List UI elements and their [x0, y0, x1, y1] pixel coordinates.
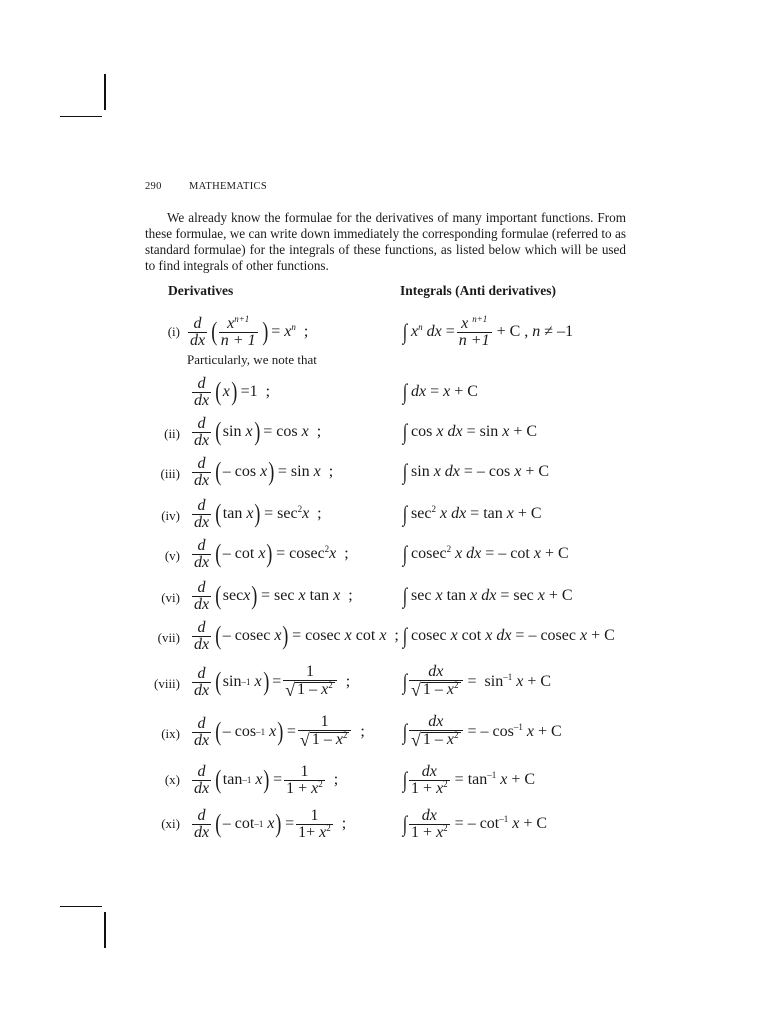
integral-formula: ∫ dx √ $1 - x^2$ = – $\cos^{-1} x + C$	[402, 713, 562, 750]
note-text: Particularly, we note that	[187, 352, 317, 367]
intro-paragraph	[145, 210, 626, 274]
row-number: (ix)	[161, 726, 180, 741]
integrals-heading: Integrals (Anti derivatives)	[400, 283, 556, 298]
derivatives-heading: Derivatives	[168, 283, 234, 298]
formula-row	[0, 494, 768, 534]
integral-formula: ∫ cosec x cot x dx = – cosec x + C	[402, 623, 615, 648]
formula-row	[0, 312, 768, 352]
row-number: (v)	[164, 548, 180, 563]
row-number: (vii)	[157, 630, 180, 645]
formula-row	[0, 804, 768, 844]
row-number: (iii)	[160, 466, 180, 481]
running-header	[145, 181, 267, 192]
row-number: (iv)	[161, 508, 180, 523]
intro-text: We already know the formulae for the derivatives of many important functions. From these formulae, we can write down immediately the corresponding formulae (referred to as standard formulae) for the integrals of these functions, as listed below which will be used to find integrals of other functions.	[145, 210, 626, 273]
derivative-formula: $\frac{d}{dx}$ ( sec x ) = sec x tan x ;	[194, 578, 353, 613]
formula-row	[0, 616, 768, 656]
row-number: (vi)	[161, 590, 180, 605]
integral-formula: ∫ cosec$^2$ x dx = – cot x + C	[402, 541, 569, 566]
row-number: (i)	[167, 324, 180, 339]
row-number: (viii)	[154, 676, 180, 691]
integral-formula: ∫ $\frac{dx}{1 + x^2}$ = $\tan^{-1} x + C$	[402, 762, 536, 797]
formula-row	[0, 576, 768, 616]
derivative-formula: $\frac{d}{dx}$ ( x ) =1 ;	[194, 374, 271, 409]
derivative-formula: $\frac{d}{dx}$ ( sin –1 x ) = 1 √ $1 - x^2$ ;	[194, 663, 351, 700]
integral-formula: ∫ $\frac{dx}{1 + x^2}$ = – $\cot^{-1} x + C$	[402, 806, 548, 841]
integral-formula: ∫ dx √ $1 - x^2$ = $\sin^{-1} x + C$	[402, 663, 552, 700]
integral-formula: ∫ dx = x + C	[402, 379, 478, 404]
row-number: (x)	[164, 772, 180, 787]
derivative-formula: $\frac{d}{dx}$ ( – cot –1 x ) = $\frac{1}{1+ x^2}$ ;	[194, 806, 347, 841]
crop-mark-top-vertical	[104, 74, 106, 110]
derivative-formula: $\frac{d}{dx}$ ( tan x ) = $\sec^2x$ ;	[194, 496, 322, 531]
derivative-formula: $\frac{d}{dx}$ ( – cos –1 x ) = 1 √ $1 - x^2$ ;	[194, 713, 365, 750]
derivative-formula: $\frac{d}{dx}$ ( – cot x ) = cosec$^2$x ;	[194, 536, 349, 571]
formula-row	[0, 452, 768, 492]
integral-formula: ∫ cos x dx = sin x + C	[402, 419, 538, 444]
row-number: (xi)	[161, 816, 180, 831]
crop-mark-bottom-vertical	[104, 912, 106, 948]
formula-row	[0, 412, 768, 452]
formula-row	[0, 710, 768, 750]
crop-mark-bottom-horizontal	[60, 906, 102, 907]
derivative-formula: $\frac{d}{dx}$ ( – cosec x ) = cosec x cot x ;	[194, 618, 399, 653]
integral-formula: ∫ $x^n$ dx = $\frac{x ^{n+1}}{n +1}$ + C , n ≠ –1	[402, 313, 574, 349]
derivative-formula: $\frac{d}{dx}$ ( – cos x ) = sin x ;	[194, 454, 334, 489]
section-title: MATHEMATICS	[189, 181, 267, 192]
formula-row	[0, 660, 768, 700]
page-number: 290	[145, 181, 162, 192]
formula-row	[0, 372, 768, 412]
derivative-formula: $\frac{d}{dx}$ ( tan –1 x ) = $\frac{1}{1 + x^2}$ ;	[194, 762, 339, 797]
integral-formula: ∫ $\sec^2 x$ dx = tan x + C	[402, 501, 542, 526]
integral-formula: ∫ sin x dx = – cos x + C	[402, 459, 550, 484]
derivative-formula: $\frac{d}{dx}$ ( sin x ) = cos x ;	[194, 414, 322, 449]
crop-mark-top-horizontal	[60, 116, 102, 117]
row-number: (ii)	[164, 426, 180, 441]
integral-formula: ∫ sec x tan x dx = sec x + C	[402, 583, 573, 608]
formula-row	[0, 760, 768, 800]
formula-row	[0, 534, 768, 574]
derivative-formula: $\frac{d}{dx}$ ( $\frac{x^{n+1}}{n + 1}$ ) = $x^n$ ;	[190, 313, 309, 349]
